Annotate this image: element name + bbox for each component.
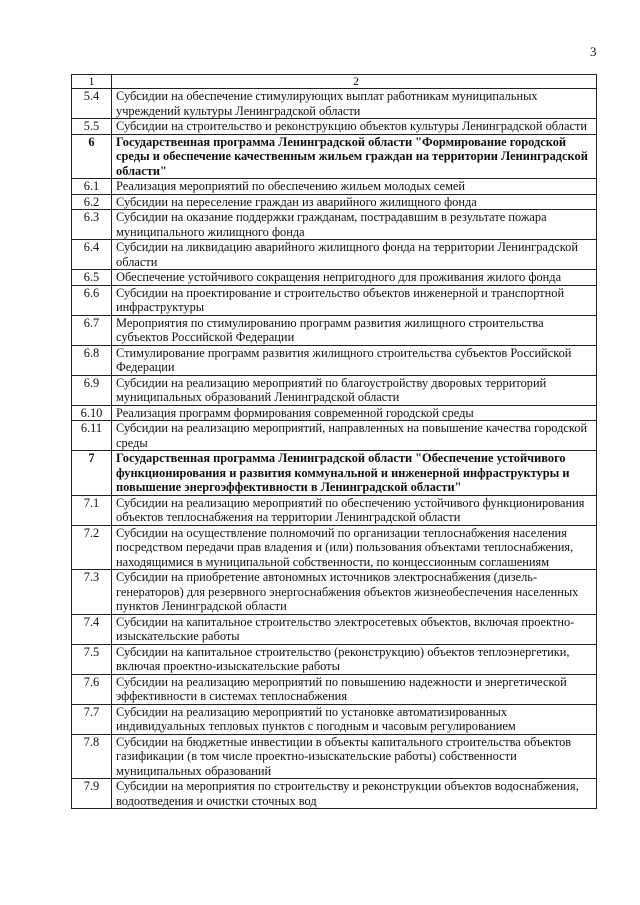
row-text: Субсидии на осуществление полномочий по организации теплоснабжения населения посредством передачи прав владения и (или) пользования объектами теплоснабжения, находящимися в муниципальной собственности, по концессионным соглашениям bbox=[112, 525, 597, 570]
table-row bbox=[72, 240, 597, 270]
table-row bbox=[72, 570, 597, 615]
row-number: 5.5 bbox=[72, 119, 112, 135]
table-row bbox=[72, 704, 597, 734]
row-text: Стимулирование программ развития жилищного строительства субъектов Российской Федерации bbox=[112, 345, 597, 375]
row-number: 6.3 bbox=[72, 210, 112, 240]
row-number: 6.1 bbox=[72, 179, 112, 195]
row-number: 5.4 bbox=[72, 89, 112, 119]
row-number: 7.6 bbox=[72, 674, 112, 704]
row-number: 7 bbox=[72, 451, 112, 496]
row-number: 7.2 bbox=[72, 525, 112, 570]
row-text: Обеспечение устойчивого сокращения непригодного для проживания жилого фонда bbox=[112, 270, 597, 286]
row-text: Субсидии на строительство и реконструкцию объектов культуры Ленинградской области bbox=[112, 119, 597, 135]
table-row bbox=[72, 405, 597, 421]
row-text: Реализация мероприятий по обеспечению жильем молодых семей bbox=[112, 179, 597, 195]
row-text: Субсидии на оказание поддержки гражданам, пострадавшим в результате пожара муниципального жилищного фонда bbox=[112, 210, 597, 240]
row-text: Субсидии на бюджетные инвестиции в объекты капитального строительства объектов газификации (в том числе проектно-изыскательские работы) собственности муниципальных образований bbox=[112, 734, 597, 779]
row-number: 6.5 bbox=[72, 270, 112, 286]
row-text: Субсидии на обеспечение стимулирующих выплат работникам муниципальных учреждений культуры Ленинградской области bbox=[112, 89, 597, 119]
table-row bbox=[72, 345, 597, 375]
table-row bbox=[72, 779, 597, 809]
row-text: Реализация программ формирования современной городской среды bbox=[112, 405, 597, 421]
table-row bbox=[72, 375, 597, 405]
row-number: 7.3 bbox=[72, 570, 112, 615]
row-number: 6.4 bbox=[72, 240, 112, 270]
row-number: 6.2 bbox=[72, 194, 112, 210]
table-row bbox=[72, 644, 597, 674]
row-number: 6.8 bbox=[72, 345, 112, 375]
table-row bbox=[72, 614, 597, 644]
table-row bbox=[72, 270, 597, 286]
page-number: 3 bbox=[590, 44, 597, 59]
row-number: 6.9 bbox=[72, 375, 112, 405]
table-row bbox=[72, 134, 597, 179]
table-header-row bbox=[72, 75, 597, 89]
table-row bbox=[72, 179, 597, 195]
table-row bbox=[72, 210, 597, 240]
row-number: 6.6 bbox=[72, 285, 112, 315]
row-text: Субсидии на реализацию мероприятий, направленных на повышение качества городской среды bbox=[112, 421, 597, 451]
subsidy-table bbox=[71, 74, 597, 809]
row-number: 6 bbox=[72, 134, 112, 179]
table-row bbox=[72, 194, 597, 210]
row-text: Субсидии на реализацию мероприятий по повышению надежности и энергетической эффективности в системах теплоснабжения bbox=[112, 674, 597, 704]
table-row bbox=[72, 734, 597, 779]
row-text: Субсидии на проектирование и строительство объектов инженерной и транспортной инфраструктуры bbox=[112, 285, 597, 315]
table-row bbox=[72, 89, 597, 119]
table-row bbox=[72, 674, 597, 704]
row-number: 6.11 bbox=[72, 421, 112, 451]
row-text: Государственная программа Ленинградской области "Обеспечение устойчивого функционирования и развития коммунальной и инженерной инфраструктуры и повышение энергоэффективности в Ленинградской области" bbox=[112, 451, 597, 496]
row-number: 6.7 bbox=[72, 315, 112, 345]
row-number: 7.9 bbox=[72, 779, 112, 809]
row-text: Субсидии на мероприятия по строительству и реконструкции объектов водоснабжения, водоотведения и очистки сточных вод bbox=[112, 779, 597, 809]
table-row bbox=[72, 285, 597, 315]
table-row bbox=[72, 119, 597, 135]
row-number: 6.10 bbox=[72, 405, 112, 421]
row-text: Субсидии на капитальное строительство электросетевых объектов, включая проектно-изыскательские работы bbox=[112, 614, 597, 644]
table-row bbox=[72, 421, 597, 451]
row-number: 7.8 bbox=[72, 734, 112, 779]
row-text: Субсидии на капитальное строительство (реконструкцию) объектов теплоэнергетики, включая проектно-изыскательские работы bbox=[112, 644, 597, 674]
row-text: Субсидии на переселение граждан из аварийного жилищного фонда bbox=[112, 194, 597, 210]
row-text: Мероприятия по стимулированию программ развития жилищного строительства субъектов Российской Федерации bbox=[112, 315, 597, 345]
row-text: Субсидии на приобретение автономных источников электроснабжения (дизель-генераторов) для резервного энергоснабжения объектов жизнеобеспечения населенных пунктов Ленинградской области bbox=[112, 570, 597, 615]
row-number: 7.1 bbox=[72, 495, 112, 525]
row-number: 7.5 bbox=[72, 644, 112, 674]
row-text: Субсидии на ликвидацию аварийного жилищного фонда на территории Ленинградской области bbox=[112, 240, 597, 270]
row-text: Субсидии на реализацию мероприятий по установке автоматизированных индивидуальных тепловых пунктов с погодным и часовым регулированием bbox=[112, 704, 597, 734]
row-text: Субсидии на реализацию мероприятий по обеспечению устойчивого функционирования объектов теплоснабжения на территории Ленинградской области bbox=[112, 495, 597, 525]
table-row bbox=[72, 525, 597, 570]
table-body bbox=[72, 75, 597, 809]
table-row bbox=[72, 451, 597, 496]
header-col-2: 2 bbox=[112, 75, 597, 89]
row-number: 7.7 bbox=[72, 704, 112, 734]
row-number: 7.4 bbox=[72, 614, 112, 644]
header-col-1: 1 bbox=[72, 75, 112, 89]
row-text: Субсидии на реализацию мероприятий по благоустройству дворовых территорий муниципальных образований Ленинградской области bbox=[112, 375, 597, 405]
table-row bbox=[72, 495, 597, 525]
table-row bbox=[72, 315, 597, 345]
row-text: Государственная программа Ленинградской области "Формирование городской среды и обеспечение качественным жильем граждан на территории Ленинградской области" bbox=[112, 134, 597, 179]
